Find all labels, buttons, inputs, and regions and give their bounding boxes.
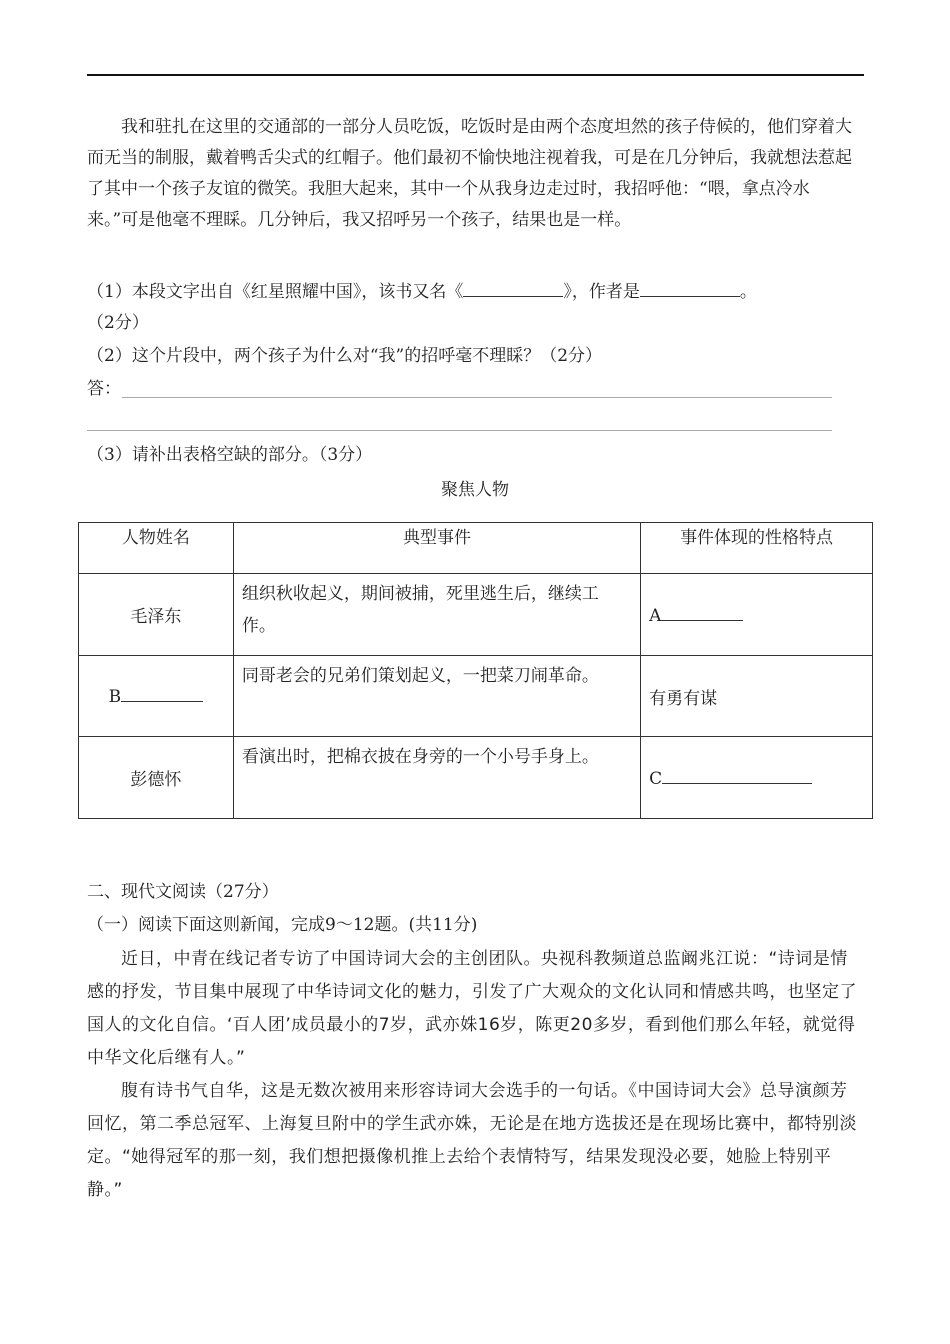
header-name: 人物姓名 <box>79 523 234 574</box>
table-header-row <box>79 523 873 574</box>
row-event: 同哥老会的兄弟们策划起义，一把菜刀闹革命。 <box>233 656 640 737</box>
question-1 <box>87 277 757 307</box>
blank-b[interactable] <box>121 685 203 702</box>
section-heading: 二、现代文阅读（27分） <box>87 882 279 902</box>
row-trait <box>641 737 873 819</box>
answer-label: 答： <box>87 379 121 399</box>
blank-c-label: C <box>649 768 663 789</box>
question-1-text-b: 》，作者是 <box>563 282 640 302</box>
news-paragraph-1: 近日，中青在线记者专访了中国诗词大会的主创团队。央视科教频道总监阚兆江说：“诗词是情感的抒发，节目集中展现了中华诗词文化的魅力，引发了广大观众的文化认同和情感共鸣，也坚定了国人的文化自信。‘百人团’成员最小的7岁，武亦姝16岁，陈更20多岁，看到他们那么年轻，就觉得中华文化后继有人。” <box>87 949 857 1068</box>
question-1-text-a: （1）本段文字出自《红星照耀中国》，该书又名《 <box>87 282 464 302</box>
row-event: 看演出时，把棉衣披在身旁的一个小号手身上。 <box>233 737 640 819</box>
blank-c[interactable] <box>662 767 812 784</box>
table-row <box>79 574 873 656</box>
news-paragraph-2: 腹有诗书气自华，这是无数次被用来形容诗词大会选手的一句话。《中国诗词大会》总导演颜芳回忆，第二季总冠军、上海复旦附中的学生武亦姝，无论是在地方选拔还是在现场比赛中，都特别淡定。“她得冠军的那一刻，我们想把摄像机推上去给个表情特写，结果发现没必要，她脸上特别平静。” <box>87 1081 857 1200</box>
row-name: 毛泽东 <box>79 574 234 656</box>
blank-a-label: A <box>649 605 662 626</box>
author-blank[interactable] <box>640 278 740 297</box>
question-2: （2）这个片段中，两个孩子为什么对“我”的招呼毫不理睬？（2分） <box>87 346 603 366</box>
blank-b-label: B <box>108 687 122 707</box>
header-trait: 事件体现的性格特点 <box>641 523 873 574</box>
row-name <box>79 656 234 737</box>
row-name: 彭德怀 <box>79 737 234 819</box>
header-rule <box>87 74 864 76</box>
question-1-score: （2分） <box>87 313 149 333</box>
header-event: 典型事件 <box>233 523 640 574</box>
question-1-text-c: 。 <box>739 282 757 302</box>
section-subheading: （一）阅读下面这则新闻，完成9～12题。(共11分) <box>87 915 478 935</box>
question-3: （3）请补出表格空缺的部分。（3分） <box>87 445 373 465</box>
blank-a[interactable] <box>661 604 743 621</box>
row-event: 组织秋收起义，期间被捕，死里逃生后，继续工作。 <box>233 574 640 656</box>
passage-red-star: 我和驻扎在这里的交通部的一部分人员吃饭，吃饭时是由两个态度坦然的孩子侍候的，他们穿着大而无当的制服，戴着鸭舌尖式的红帽子。他们最初不愉快地注视着我，可是在几分钟后，我就想法惹起了其中一个孩子友谊的微笑。我胆大起来，其中一个从我身边走过时，我招呼他：“喂，拿点冷水来。”可是他毫不理睬。几分钟后，我又招呼另一个孩子，结果也是一样。 <box>87 117 852 230</box>
answer-line-2[interactable] <box>87 430 832 431</box>
row-trait: 有勇有谋 <box>641 656 873 737</box>
row-trait <box>641 574 873 656</box>
table-row <box>79 737 873 819</box>
table-caption: 聚焦人物 <box>441 480 509 500</box>
character-table <box>78 522 873 819</box>
table-row <box>79 656 873 737</box>
answer-line-1[interactable] <box>122 397 832 398</box>
book-alt-title-blank[interactable] <box>463 278 563 297</box>
